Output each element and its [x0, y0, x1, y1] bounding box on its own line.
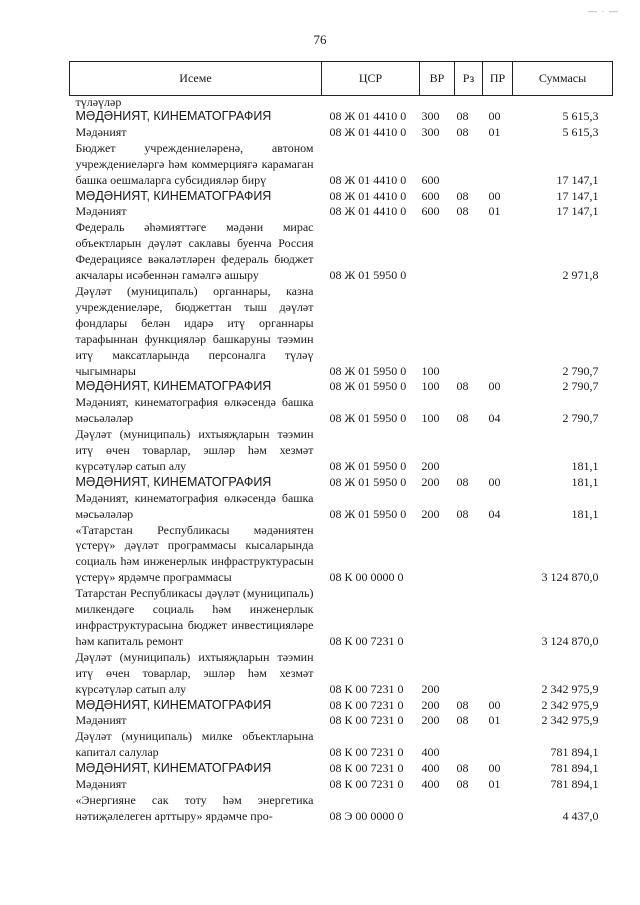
cell-pr: [483, 284, 513, 379]
header-sum: Суммасы: [513, 62, 613, 96]
cell-name: «Энергияне сак тоту һәм энергетика нәтиҗәлелеген арттыру» ярдәмче про-: [75, 792, 314, 823]
cell-vr: 200: [421, 506, 440, 521]
cell-rz: 08: [456, 109, 469, 123]
cell-vr: 100: [421, 411, 440, 426]
cell-vr: 600: [421, 204, 440, 219]
cell-name: Федераль әһәмияттәге мәдәни мирас объектларын дәүләт саклавы буенча Россия Федерациясе вәкаләтләрен федераль бюджет акчалары исәбеннән гамәлгә ашыру: [75, 220, 314, 283]
table-row: [70, 713, 613, 729]
cell-sum: 2 790,7: [562, 363, 599, 378]
cell-sum: 5 615,3: [562, 109, 599, 123]
cell-vr: [420, 523, 455, 587]
cell-vr: 300: [421, 124, 440, 139]
cell-rz: 08: [456, 761, 469, 776]
cell-sum: 781 894,1: [550, 745, 599, 760]
cell-rz: 08: [456, 204, 469, 219]
cell-csr: 08 К 00 0000 0: [329, 570, 404, 585]
cell-rz: [455, 523, 483, 587]
table-row: [70, 777, 613, 793]
cell-rz: [455, 729, 483, 761]
table-row: [70, 125, 613, 141]
cell-pr: [483, 141, 513, 189]
cell-csr: 08 Э 00 0000 0: [329, 808, 404, 823]
cell-csr: 08 Ж 01 4410 0: [329, 204, 407, 219]
table-row: [70, 761, 613, 777]
cell-vr: [420, 220, 455, 284]
cell-vr: 600: [421, 172, 440, 187]
cell-rz: 08: [456, 379, 469, 394]
cell-name: Мәдәният, кинематография өлкәсендә башка мәсьәләләр: [75, 395, 314, 426]
cell-sum: 781 894,1: [550, 777, 599, 792]
cell-pr: [483, 523, 513, 587]
cell-sum: 2 971,8: [562, 268, 599, 283]
cell-name: Мәдәният: [75, 124, 127, 139]
cell-csr: 08 Ж 01 5950 0: [329, 379, 407, 394]
cell-name: Дәүләт (муниципаль) ихтыяҗларын тәэмин итү өчен товарлар, эшләр һәм хезмәт күрсәтүләр сатып алу: [75, 649, 314, 696]
table-row: [70, 523, 613, 587]
cell-vr: 300: [421, 109, 440, 123]
table-row: [70, 475, 613, 491]
table-row: [70, 491, 613, 523]
cell-rz: [455, 141, 483, 189]
table-row: [70, 586, 613, 650]
cell-sum: 781 894,1: [550, 761, 599, 776]
cell-vr: 100: [421, 379, 440, 394]
cell-vr: 400: [421, 777, 440, 792]
cell-csr: 08 К 00 7231 0: [329, 761, 404, 776]
cell-rz: 08: [456, 777, 469, 792]
cell-vr: 400: [421, 761, 440, 776]
cell-rz: 08: [456, 411, 469, 426]
cell-vr: 200: [421, 713, 440, 728]
cell-sum: 2 790,7: [562, 411, 599, 426]
header-csr: ЦСР: [322, 62, 420, 96]
cell-vr: 200: [421, 681, 440, 696]
cell-pr: [483, 650, 513, 698]
cell-pr: 00: [488, 188, 501, 203]
cell-name: МӘДӘНИЯТ, КИНЕМАТОГРАФИЯ: [75, 188, 272, 203]
cell-name: Мәдәният: [75, 713, 127, 728]
cell-sum: 3 124 870,0: [541, 633, 599, 648]
table-row: [70, 427, 613, 475]
cell-vr: 200: [421, 458, 440, 473]
cell-rz: [455, 284, 483, 379]
table-row: [70, 220, 613, 284]
cell-name: түләүләр: [75, 95, 122, 109]
cell-pr: 00: [488, 379, 501, 394]
cell-rz: 08: [456, 506, 469, 521]
budget-table: [69, 61, 613, 825]
cell-sum: 2 790,7: [562, 379, 599, 394]
cell-pr: [483, 729, 513, 761]
cell-pr: [483, 793, 513, 825]
cell-sum: 17 147,1: [556, 204, 599, 219]
cell-sum: 5 615,3: [562, 124, 599, 139]
cell-csr: 08 Ж 01 5950 0: [329, 506, 407, 521]
cell-sum: 2 342 975,9: [541, 713, 599, 728]
cell-sum: 2 342 975,9: [541, 681, 599, 696]
cell-pr: 00: [488, 474, 501, 489]
cell-pr: 01: [488, 777, 501, 792]
cell-csr: 08 Ж 01 5950 0: [329, 474, 407, 489]
cell-pr: [483, 220, 513, 284]
cell-sum: 17 147,1: [556, 172, 599, 187]
cell-name: МӘДӘНИЯТ, КИНЕМАТОГРАФИЯ: [75, 697, 272, 712]
cell-rz: 08: [456, 188, 469, 203]
table-row: [70, 109, 613, 125]
cell-name: «Татарстан Республикасы мәдәниятен үстерү» дәүләт программасы кысаларында социаль һәм инженерлык инфраструктурасын үстерү» ярдәмче программасы: [75, 522, 314, 585]
header-rz: Рз: [455, 62, 483, 96]
cell-csr: 08 К 00 7231 0: [329, 681, 404, 696]
cell-vr: [420, 793, 455, 825]
cell-rz: [455, 586, 483, 650]
cell-pr: 00: [488, 697, 501, 712]
cell-rz: 08: [456, 124, 469, 139]
cell-rz: [455, 793, 483, 825]
cell-vr: 400: [421, 745, 440, 760]
cell-pr: [483, 586, 513, 650]
cell-name: Татарстан Республикасы дәүләт (муниципаль) милкендәге социаль һәм инженерлык инфраструктурасына бюджет инвестицияләре һәм капиталь ремонт: [75, 586, 314, 648]
cell-pr: 04: [488, 411, 501, 426]
cell-rz: [455, 96, 483, 110]
cell-csr: 08 Ж 01 4410 0: [329, 172, 407, 187]
cell-sum: 181,1: [571, 474, 599, 489]
corner-mark: — · —: [588, 6, 619, 16]
cell-rz: 08: [456, 474, 469, 489]
cell-pr: 04: [488, 506, 501, 521]
cell-csr: 08 К 00 7231 0: [329, 745, 404, 760]
cell-pr: [483, 427, 513, 475]
cell-csr: 08 К 00 7231 0: [329, 697, 404, 712]
cell-sum: 2 342 975,9: [541, 697, 599, 712]
cell-name: МӘДӘНИЯТ, КИНЕМАТОГРАФИЯ: [75, 761, 272, 776]
cell-rz: [455, 650, 483, 698]
table-row: [70, 204, 613, 220]
header-vr: ВР: [420, 62, 455, 96]
cell-rz: [455, 220, 483, 284]
header-pr: ПР: [483, 62, 513, 96]
cell-name: МӘДӘНИЯТ, КИНЕМАТОГРАФИЯ: [75, 474, 272, 489]
cell-csr: 08 Ж 01 5950 0: [329, 363, 407, 378]
cell-csr: 08 Ж 01 4410 0: [329, 124, 407, 139]
table-row: [70, 96, 613, 110]
cell-name: Мәдәният: [75, 777, 127, 792]
cell-rz: 08: [456, 697, 469, 712]
cell-pr: [483, 96, 513, 110]
cell-pr: 01: [488, 713, 501, 728]
table-row: [70, 650, 613, 698]
cell-csr: 08 К 00 7231 0: [329, 713, 404, 728]
table-row: [70, 698, 613, 714]
cell-name: Бюджет учреждениеләренә, автоном учреждениеләргә һәм коммерциягә карамаган башка оешмаларга субсидияләр бирү: [75, 140, 314, 187]
cell-name: МӘДӘНИЯТ, КИНЕМАТОГРАФИЯ: [75, 109, 272, 123]
cell-csr: 08 Ж 01 5950 0: [329, 268, 407, 283]
cell-vr: [420, 586, 455, 650]
cell-sum: 17 147,1: [556, 188, 599, 203]
cell-vr: 200: [421, 697, 440, 712]
cell-csr: 08 К 00 7231 0: [329, 777, 404, 792]
cell-csr: 08 Ж 01 5950 0: [329, 458, 407, 473]
cell-csr: 08 Ж 01 4410 0: [329, 109, 407, 123]
cell-csr: 08 К 00 7231 0: [329, 633, 404, 648]
cell-name: Мәдәният, кинематография өлкәсендә башка мәсьәләләр: [75, 490, 314, 521]
cell-pr: 00: [488, 761, 501, 776]
cell-name: МӘДӘНИЯТ, КИНЕМАТОГРАФИЯ: [75, 379, 272, 394]
cell-vr: [420, 96, 455, 110]
cell-sum: 4 437,0: [562, 808, 599, 823]
cell-name: Мәдәният: [75, 204, 127, 219]
table-row: [70, 141, 613, 189]
table-header-row: [70, 62, 613, 96]
cell-pr: 01: [488, 124, 501, 139]
cell-sum: 3 124 870,0: [541, 570, 599, 585]
cell-rz: 08: [456, 713, 469, 728]
table-row: [70, 284, 613, 379]
cell-csr: 08 Ж 01 4410 0: [329, 188, 407, 203]
table-row: [70, 395, 613, 427]
cell-pr: 00: [488, 109, 501, 123]
cell-sum: [513, 96, 613, 110]
cell-name: Дәүләт (муниципаль) ихтыяҗларын тәэмин итү өчен товарлар, эшләр һәм хезмәт күрсәтүләр сатып алу: [75, 427, 314, 473]
cell-vr: 100: [421, 363, 440, 378]
table-row: [70, 793, 613, 825]
cell-rz: [455, 427, 483, 475]
table-row: [70, 729, 613, 761]
page-number: 76: [313, 32, 327, 47]
cell-sum: 181,1: [571, 458, 599, 473]
cell-name: Дәүләт (муниципаль) милке объектларына капитал салулар: [75, 729, 314, 760]
table-row: [70, 189, 613, 205]
cell-vr: 600: [421, 188, 440, 203]
cell-pr: 01: [488, 204, 501, 219]
cell-vr: 200: [421, 474, 440, 489]
table-row: [70, 379, 613, 395]
header-name: Исеме: [70, 62, 322, 96]
cell-csr: [322, 96, 420, 110]
cell-sum: 181,1: [571, 506, 599, 521]
cell-name: Дәүләт (муниципаль) органнары, казна учреждениеләре, бюджеттан тыш дәүләт фондлары белән идарә итү органнары тарафыннан функцияләр башкаруны тәэмин итү максатларында персоналга түләү чыгымнары: [75, 283, 314, 378]
cell-csr: 08 Ж 01 5950 0: [329, 411, 407, 426]
